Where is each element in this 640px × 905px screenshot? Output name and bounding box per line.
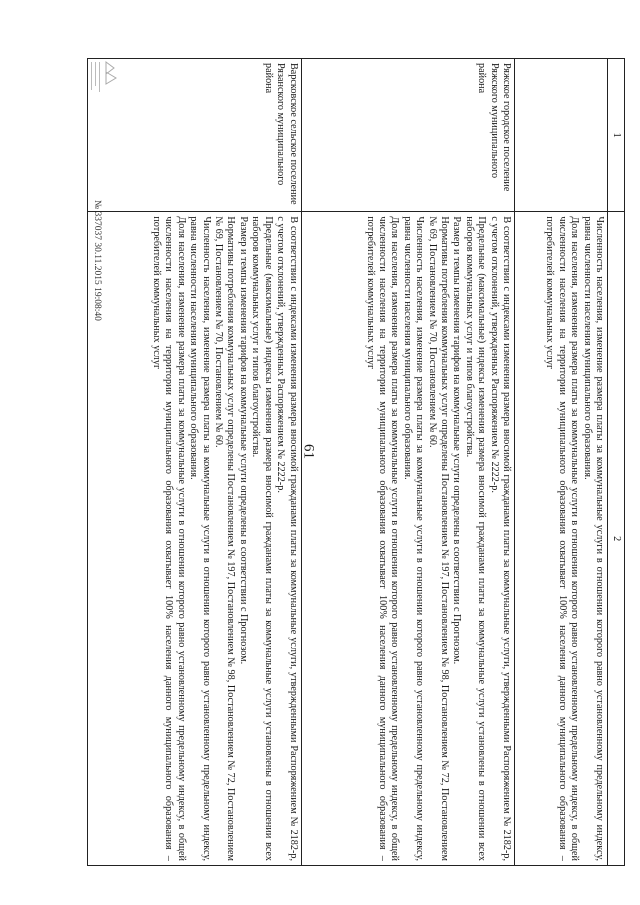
description-cell — [88, 212, 302, 866]
paragraph: Нормативы потребления коммунальных услуг определены Постановлением № 197, Постановлением № 98, Постановлением № 72, Постановлением № 69, Постановлением № 70, Постановлением № 60. — [213, 216, 237, 861]
paragraph: В соответствии с индексами изменения размера вносимой гражданами платы за коммунальные услуги, утвержденными Распоряжением № 2182-р, с учетом отклонений, утвержденных Распоряжением № 2222-р. — [275, 216, 299, 861]
table-row — [515, 59, 608, 866]
description-cell — [515, 212, 608, 866]
header-col-1: 1 — [608, 59, 625, 212]
paragraph: Предельные (максимальные) индексы изменения размера вносимой гражданами платы за коммунальные услуги установлены в отношении всех наборов коммунальных услуг и типов благоустройства. — [463, 216, 488, 861]
page-number: 61 — [300, 444, 317, 459]
rotated-page — [62, 0, 640, 905]
municipality-cell — [515, 59, 608, 212]
paragraph: В соответствии с индексами изменения размера вносимой гражданами платы за коммунальные услуги, утвержденными Распоряжением № 2182-р, с учетом отклонений, утвержденных Распоряжением № 2222-р. — [488, 216, 512, 861]
paragraph: Доля населения, изменение размера платы за коммунальные услуги в отношении которого равно установленному предельному индексу, в общей численности населения на территории муниципального образования охватывает 100% населения данного муниципального образования – потребителей коммунальных услуг — [151, 216, 187, 861]
table-row — [88, 59, 302, 866]
table-header-row — [608, 59, 625, 866]
paragraph: Доля населения, изменение размера платы за коммунальные услуги в отношении которого равно установленному предельному индексу, в общей численности населения на территории муниципального образования охватывает 100% населения данного муниципального образования – потребителей коммунальных услуг — [544, 216, 581, 861]
paragraph: Размер и темпы изменения тарифов на коммунальные услуги определены в соответствии с Прогнозом. — [237, 216, 249, 665]
paragraph: Предельные (максимальные) индексы изменения размера вносимой гражданами платы за коммунальные услуги установлены в отношении всех наборов коммунальных услуг и типов благоустройства. — [250, 216, 274, 861]
table-row — [301, 59, 514, 866]
tariff-table — [87, 58, 625, 866]
paragraph: Численность населения, изменение размера платы за коммунальные услуги в отношении которого равно установленному предельному индексу, равна численности населения муниципального образования. — [581, 216, 605, 861]
registration-logo-icon — [70, 58, 118, 98]
paragraph: Нормативы потребления коммунальных услуг определены Постановлением № 197, Постановлением № 98, Постановлением № 72, Постановлением № 69, Постановлением № 70, Постановлением № 60. — [426, 216, 450, 861]
registration-stamp: № 337037 30.11.2015 19:08:40 — [92, 200, 102, 321]
paragraph: Доля населения, изменение размера платы за коммунальные услуги в отношении которого равно установленному предельному индексу, в общей численности населения на территории муниципального образования охватывает 100% населения данного муниципального образования – потребителей коммунальных услуг — [364, 216, 401, 861]
description-cell — [301, 212, 514, 866]
municipality-cell: Варсковское сельское поселение Рязанского муниципального района — [88, 59, 302, 212]
paragraph: Размер и темпы изменения тарифов на коммунальные услуги определены в соответствии с Прогнозом. — [451, 216, 463, 665]
header-col-2: 2 — [608, 212, 625, 866]
municipality-cell: Ряжское городское поселение Ряжского муниципального района — [301, 59, 514, 212]
paragraph: Численность населения, изменение размера платы за коммунальные услуги в отношении которого равно установленному предельному индексу, равна численности населения муниципального образования. — [401, 216, 426, 861]
paragraph: Численность населения, изменение размера платы за коммунальные услуги в отношении которого равно установленному предельному индексу, равна численности населения муниципального образования. — [188, 216, 212, 861]
